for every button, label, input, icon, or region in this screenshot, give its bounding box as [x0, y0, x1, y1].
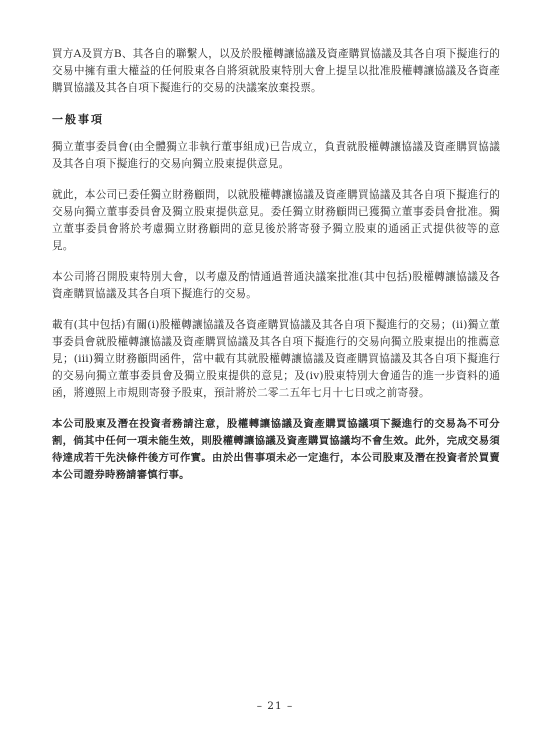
document-body	[52, 46, 500, 484]
section-heading-general: 一般事項	[52, 113, 104, 126]
paragraph-abstain-voting: 買方A及買方B、其各自的聯繫人，以及於股權轉讓協議及資產購買協議及其各自項下擬進行的交易中擁有重大權益的任何股東各自將須就股東特別大會上提呈以批准股權轉讓協議及各資產購買協議及其各自項下擬進行的交易的決議案放棄投票。	[52, 48, 500, 94]
paragraph-circular: 載有(其中包括)有關(i)股權轉讓協議及各資產購買協議及其各自項下擬進行的交易；(ii)獨立董事委員會就股權轉讓協議及資產購買協議及其各自項下擬進行的交易向獨立股東提出的推薦意見；(iii)獨立財務顧問函件，當中載有其就股權轉讓協議及資產購買協議及其各自項下擬進行的交易向獨立董事委員會及獨立股東提供的意見；及(iv)股東特別大會通告的進一步資料的通函，將遵照上市規則寄發予股東，預計將於二零二五年七月十七日或之前寄發。	[52, 319, 500, 399]
page-number: – 21 –	[256, 700, 294, 712]
paragraph-egm: 本公司將召開股東特別大會，以考慮及酌情通過普通決議案批准(其中包括)股權轉讓協議及各資產購買協議及其各自項下擬進行的交易。	[52, 271, 500, 300]
paragraph-warning: 本公司股東及潛在投資者務請注意，股權轉讓協議及資產購買協議項下擬進行的交易為不可分割，倘其中任何一項未能生效，則股權轉讓協議及資產購買協議均不會生效。此外，完成交易須待達成若干先決條件後方可作實。由於出售事項未必一定進行，本公司股東及潛在投資者於買賣本公司證券時務請審慎行事。	[52, 418, 500, 481]
paragraph-independent-financial-adviser: 就此，本公司已委任獨立財務顧問，以就股權轉讓協議及資產購買協議及其各自項下擬進行的交易向獨立董事委員會及獨立股東提供意見。委任獨立財務顧問已獲獨立董事委員會批准。獨立董事委員會將於考慮獨立財務顧問的意見後於將寄發予獨立股東的通函正式提供彼等的意見。	[52, 189, 500, 252]
paragraph-independent-board-committee: 獨立董事委員會(由全體獨立非執行董事組成)已告成立，負責就股權轉讓協議及資產購買協議及其各自項下擬進行的交易向獨立股東提供意見。	[52, 141, 500, 170]
